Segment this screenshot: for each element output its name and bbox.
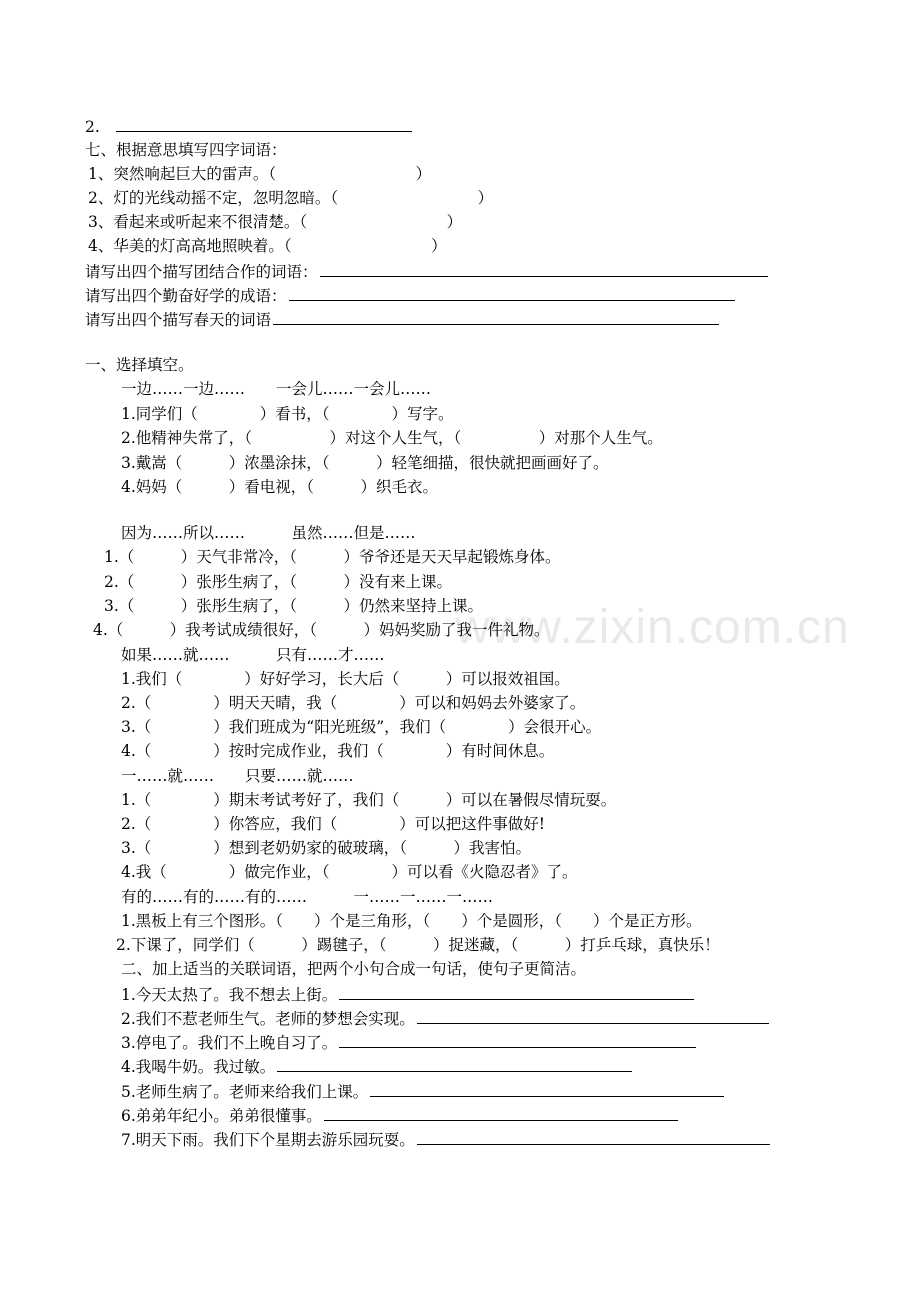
combine-item — [121, 984, 694, 1006]
watermark: www.zixin.com.cn — [455, 601, 850, 654]
exercise-line: 2.（ ）你答应，我们（ ）可以把这件事做好! — [121, 815, 546, 833]
combine-item — [121, 1129, 770, 1151]
answer-blank[interactable] — [417, 1008, 769, 1024]
prompt-text: 请写出四个描写春天的词语 — [85, 311, 272, 329]
exercise-line: 1.（ ）期末考试考好了，我们（ ）可以在暑假尽情玩耍。 — [121, 791, 617, 809]
combine-item — [121, 1032, 696, 1054]
combine-item — [121, 1105, 678, 1127]
prompt-diligence — [85, 285, 735, 307]
combine-item — [121, 1081, 724, 1103]
item-7-4: 4、华美的灯高高地照映着。（ ） — [88, 237, 447, 255]
combine-item — [121, 1056, 632, 1078]
word-pair-header: 一……就…… 只要……就…… — [121, 767, 354, 785]
answer-blank[interactable] — [324, 1105, 678, 1121]
answer-blank[interactable] — [289, 285, 735, 301]
combine-text: 2.我们不惹老师生气。老师的梦想会实现。 — [121, 1010, 415, 1028]
exercise-line: 2.（ ）张彤生病了，（ ）没有来上课。 — [104, 573, 453, 591]
exercise-line: 2.（ ）明天天晴，我（ ）可以和妈妈去外婆家了。 — [121, 694, 586, 712]
section-1-title: 一、选择填空。 — [85, 356, 194, 374]
combine-text: 5.老师生病了。老师来给我们上课。 — [121, 1083, 369, 1101]
exercise-line: 4.（ ）按时完成作业，我们（ ）有时间休息。 — [121, 742, 555, 760]
exercise-line: 4.妈妈（ ）看电视，（ ）织毛衣。 — [121, 478, 439, 496]
exercise-line: 3.（ ）我们班成为“阳光班级”，我们（ ）会很开心。 — [121, 718, 602, 736]
exercise-line: 3.（ ）想到老奶奶家的破玻璃，（ ）我害怕。 — [121, 839, 532, 857]
section-7-title: 七、根据意思填写四字词语： — [85, 141, 287, 159]
answer-blank[interactable] — [417, 1129, 770, 1145]
combine-item — [121, 1008, 769, 1030]
exercise-line: 4.我（ ）做完作业，（ ）可以看《火隐忍者》了。 — [121, 863, 578, 881]
prompt-text: 请写出四个描写团结合作的词语： — [85, 263, 318, 281]
answer-blank[interactable] — [116, 116, 412, 132]
exercise-line: 2.他精神失常了，（ ）对这个人生气，（ ）对那个人生气。 — [121, 429, 663, 447]
exercise-line: 1.同学们（ ）看书，（ ）写字。 — [121, 405, 454, 423]
item-7-2: 2、灯的光线动摇不定，忽明忽暗。（ ） — [88, 189, 494, 207]
prompt-text: 请写出四个勤奋好学的成语： — [85, 287, 287, 305]
combine-text: 7.明天下雨。我们下个星期去游乐园玩耍。 — [121, 1131, 415, 1149]
word-pair-header: 因为……所以…… 虽然……但是…… — [121, 524, 416, 542]
combine-text: 3.停电了。我们不上晚自习了。 — [121, 1034, 338, 1052]
exercise-line: 4.（ ）我考试成绩很好，（ ）妈妈奖励了我一件礼物。 — [93, 621, 550, 639]
line-text: 2. — [85, 118, 100, 136]
exercise-line: 3.戴嵩（ ）浓墨涂抹，（ ）轻笔细描，很快就把画画好了。 — [121, 454, 609, 472]
combine-text: 1.今天太热了。我不想去上街。 — [121, 986, 338, 1004]
answer-blank[interactable] — [370, 1081, 724, 1097]
line-2 — [85, 116, 412, 138]
exercise-line: 3.（ ）张彤生病了，（ ）仍然来坚持上课。 — [104, 597, 484, 615]
answer-blank[interactable] — [320, 261, 768, 277]
section-2-title: 二、加上适当的关联词语，把两个小句合成一句话，使句子更简洁。 — [121, 960, 587, 978]
prompt-teamwork — [85, 261, 768, 283]
exercise-line: 1.我们（ ）好好学习，长大后（ ）可以报效祖国。 — [121, 670, 570, 688]
answer-blank[interactable] — [339, 984, 694, 1000]
answer-blank[interactable] — [339, 1032, 696, 1048]
item-7-1: 1、突然响起巨大的雷声。（ ） — [88, 165, 432, 183]
word-pair-header: 一边……一边…… 一会儿……一会儿…… — [121, 380, 432, 398]
prompt-spring — [85, 309, 719, 331]
word-pair-header: 如果……就…… 只有……才…… — [121, 646, 385, 664]
combine-text: 6.弟弟年纪小。弟弟很懂事。 — [121, 1107, 322, 1125]
exercise-line: 1.（ ）天气非常冷，（ ）爷爷还是天天早起锻炼身体。 — [104, 548, 561, 566]
word-pair-header: 有的……有的……有的…… 一……一……一…… — [121, 888, 494, 906]
answer-blank[interactable] — [273, 309, 719, 325]
combine-text: 4.我喝牛奶。我过敏。 — [121, 1058, 276, 1076]
exercise-line: 1.黑板上有三个图形。（ ）个是三角形，（ ）个是圆形，（ ）个是正方形。 — [121, 912, 702, 930]
item-7-3: 3、看起来或听起来不很清楚。（ ） — [88, 213, 463, 231]
answer-blank[interactable] — [277, 1056, 632, 1072]
exercise-line: 2.下课了，同学们（ ）踢毽子，（ ）捉迷藏，（ ）打乒乓球，真快乐！ — [116, 936, 720, 954]
